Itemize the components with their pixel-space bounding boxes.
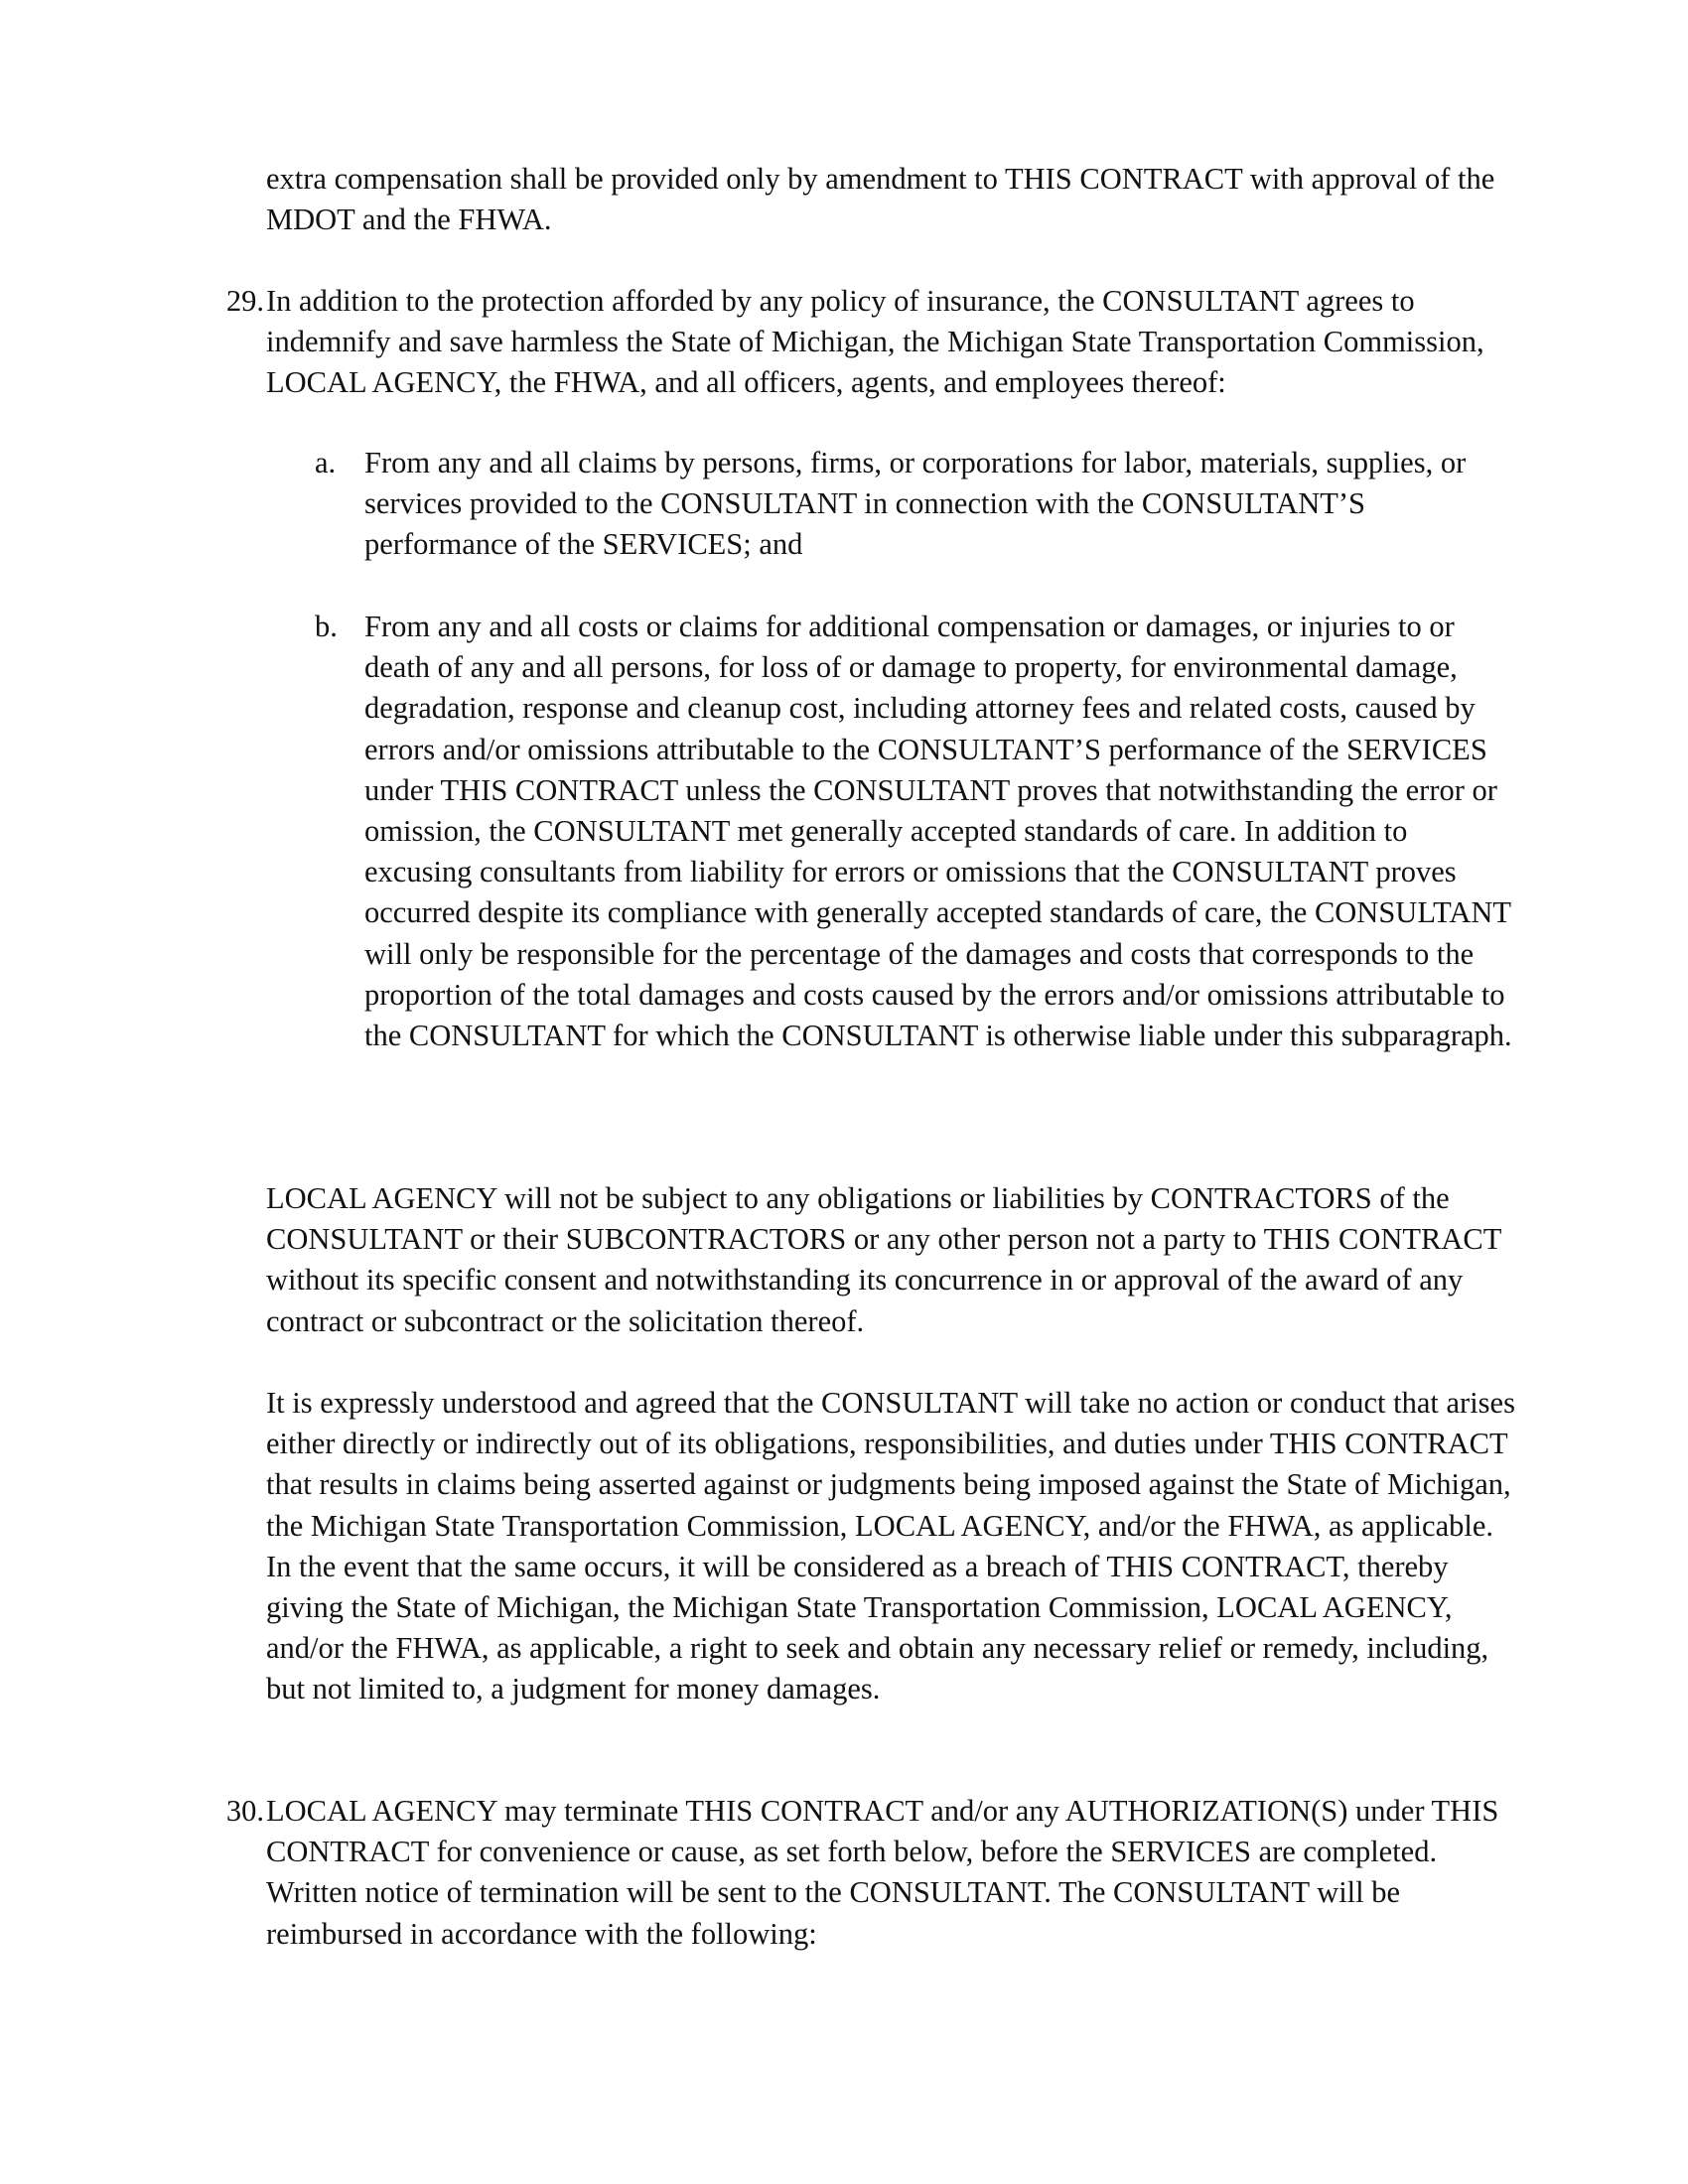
continuation-paragraph: extra compensation shall be provided only by amendment to THIS CONTRACT with approval of the MDOT and the FHWA. bbox=[266, 162, 1495, 237]
clause-30 bbox=[225, 1791, 1519, 1955]
clause-30-number: 30. bbox=[225, 1794, 264, 1828]
subitem-b-letter: b. bbox=[315, 610, 338, 643]
clause-29-subitem-a bbox=[315, 443, 1519, 566]
clause-29 bbox=[225, 281, 1519, 404]
clause-29-subitem-b bbox=[315, 607, 1519, 1056]
subitem-a-text: From any and all claims by persons, firms, or corporations for labor, materials, supplies, or services provided to the CONSULTANT in connection with the CONSULTANT’S performance of the SERVICES; and bbox=[364, 446, 1467, 562]
subitem-a-letter: a. bbox=[315, 446, 337, 479]
clause-30-text: LOCAL AGENCY may terminate THIS CONTRACT and/or any AUTHORIZATION(S) under THIS CONTRACT for convenience or cause, as set forth below, before the SERVICES are completed. Written notice of termination will be sent to the CONSULTANT. The CONSULTANT will be reimbursed in accordance with the following: bbox=[266, 1794, 1499, 1951]
subitem-b-text: From any and all costs or claims for additional compensation or damages, or injuries to or death of any and all persons, for loss of or damage to property, for environmental damage, degradation, response and cleanup cost, including attorney fees and related costs, caused by errors and/or omissions attributable to the CONSULTANT’S performance of the SERVICES under THIS CONTRACT unless the CONSULTANT proves that notwithstanding the error or omission, the CONSULTANT met generally accepted standards of care. In addition to excusing consultants from liability for errors or omissions that the CONSULTANT proves occurred despite its compliance with generally accepted standards of care, the CONSULTANT will only be responsible for the percentage of the damages and costs that corresponds to the proportion of the total damages and costs caused by the errors and/or omissions attributable to the CONSULTANT for which the CONSULTANT is otherwise liable under this subparagraph. bbox=[364, 610, 1512, 1053]
local-agency-paragraph: LOCAL AGENCY will not be subject to any obligations or liabilities by CONTRACTORS of the CONSULTANT or their SUBCONTRACTORS or any other person not a party to THIS CONTRACT without its specific consent and notwithstanding its concurrence in or approval of the award of any contract or subcontract or the solicitation thereof. bbox=[266, 1181, 1501, 1338]
expressly-understood-paragraph: It is expressly understood and agreed that the CONSULTANT will take no action or conduct that arises either directly or indirectly out of its obligations, responsibilities, and duties under THIS CONTRACT that results in claims being asserted against or judgments being imposed against the State of Michigan, the Michigan State Transportation Commission, LOCAL AGENCY, and/or the FHWA, as applicable. In the event that the same occurs, it will be considered as a breach of THIS CONTRACT, thereby giving the State of Michigan, the Michigan State Transportation Commission, LOCAL AGENCY, and/or the FHWA, as applicable, a right to seek and obtain any necessary relief or remedy, including, but not limited to, a judgment for money damages. bbox=[266, 1386, 1515, 1706]
clause-29-number: 29. bbox=[225, 284, 264, 318]
clause-29-text: In addition to the protection afforded by any policy of insurance, the CONSULTANT agrees to indemnify and save harmless the State of Michigan, the Michigan State Transportation Commission, LOCAL AGENCY, the FHWA, and all officers, agents, and employees thereof: bbox=[266, 284, 1484, 400]
